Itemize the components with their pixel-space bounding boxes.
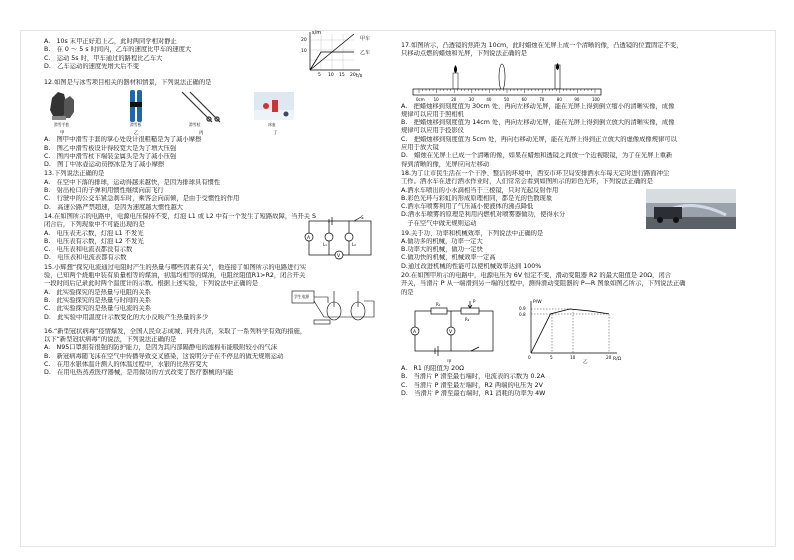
q12-option-b: B. 图乙中滑雪板设计得较宽大是为了增大压强 — [44, 144, 177, 152]
q15-stem-2: 验，已知两个烧瓶中装有质量相等的煤油，初温均相等的煤油，电阻丝阻值R1>R2，闭合开关 — [44, 272, 306, 280]
q20-xtick-5: 5 — [550, 354, 553, 360]
q20-option-d: D. 当滑片 P 滑至最右端时，R1 消耗的功率为 4W — [401, 389, 546, 397]
q17-option-d-2: 得到清晰的像，光屏应向左移动 — [401, 160, 490, 168]
q20-origin: 0 — [528, 354, 531, 360]
q16-stem-2: 以下“新型冠状病毒”的说法，下列说法正确的是 — [44, 335, 177, 343]
q14-stem-2: 闭合后，下列现象中不可能出现的是 — [44, 221, 145, 229]
q20-ytick-08: 0.8 — [519, 311, 526, 317]
q17-bench-svg — [407, 59, 607, 103]
q11-option-d: D. 乙车运动的速度先增大后不变 — [44, 62, 140, 70]
q20-pr-graph — [517, 297, 627, 365]
q15-option-b: B. 此实验探究的是热量与时间的关系 — [44, 296, 152, 304]
q17-option-d-1: D. 蜡烛在光屏上已成一个清晰的像，如果在蜡烛和透镜之间放一个近视眼镜，为了在光屏上重新 — [401, 152, 673, 160]
q18-option-a: A.洒水车喷出的小水滴相当于三棱镜，只对光起反射作用 — [401, 186, 559, 194]
q20-stem-3: 的是 — [401, 288, 414, 296]
q20-xtick-10: 10 — [570, 354, 576, 360]
svg-text:L₁: L₁ — [323, 242, 327, 248]
q20-option-c: C. 当滑片 P 滑至最左端时，R2 两端的电压为 2V — [401, 381, 543, 389]
q11-xlabel: t/s — [356, 73, 363, 79]
ski-image — [130, 90, 142, 122]
q19-stem: 19.关于功、功率和机械效率，下列说法中正确的是 — [401, 229, 544, 237]
q11-options — [44, 38, 284, 71]
q20-ylabel: P/W — [533, 299, 542, 305]
q19-option-d: D.通过改进机械的性能可以使机械效率达到 100% — [401, 262, 542, 270]
q12-letter-jia: 甲 — [60, 131, 65, 137]
q20-option-a: A. R1 的阻值为 20Ω — [401, 364, 464, 372]
q14-option-a: A. 电压表无示数，灯泡 L1 不发光 — [44, 229, 144, 237]
ruler-labels — [416, 97, 600, 102]
q17-option-a-1: A. 把蜡烛移到刻度值为 30cm 处，再向左移动光屏，能在光屏上得到倒立缩小的清晰实像，成像 — [401, 102, 675, 110]
q11-xtick-5: 5 — [318, 73, 321, 78]
q20-pr-curve — [531, 309, 609, 353]
q15-apparatus — [284, 287, 384, 327]
q17-stem-2: 只移动点燃的蜡烛和光屏，下列说法正确的是 — [401, 50, 527, 58]
q11-xtick-20: 20 — [350, 73, 356, 78]
right-column — [401, 42, 749, 398]
lens-icon — [499, 64, 505, 90]
svg-text:R₂: R₂ — [465, 316, 470, 322]
q11-ytick-20: 20 — [301, 38, 307, 43]
curling-image — [254, 92, 294, 120]
q14-options — [44, 221, 299, 262]
ski-pole-image — [182, 92, 220, 122]
q11-ylabel: s/m — [312, 30, 322, 36]
q11-xtick-10: 10 — [328, 73, 334, 78]
q17-optical-bench — [407, 59, 749, 103]
q20-xtick-20: 20 — [606, 354, 612, 360]
candle-icon — [453, 65, 458, 89]
q12-option-d: D. 图丁中冰壶运动员擦冰是为了减小摩擦 — [44, 161, 165, 169]
ruler-label: 0cm — [416, 96, 425, 102]
ruler-label: 100 — [592, 96, 600, 102]
svg-text:V: V — [337, 254, 341, 260]
q18-option-c: C.洒水车喷雾利用了气压减小使液体的沸点降低 — [401, 203, 534, 211]
q20-fig-label-jia: 甲 — [447, 359, 452, 365]
svg-text:R₁: R₁ — [436, 301, 441, 307]
svg-text:V: V — [449, 329, 453, 335]
q16-option-d: D. 在用电热蒸煮医疗器械，是用做功的方式改变了医疗器械的内能 — [44, 369, 234, 377]
q14-option-d: D. 电压表和电流表都有示数 — [44, 254, 127, 262]
svg-text:A: A — [413, 329, 417, 335]
q17-stem-1: 17.如图所示，凸透镜的焦距为 10cm，此时蜡烛在光屏上成一个清晰的像，凸透镜的位置固定不变， — [401, 42, 683, 49]
ruler-label: 60 — [521, 96, 527, 102]
q11-graph — [294, 28, 384, 78]
q15-power-label: 学生电源 — [294, 293, 310, 299]
q15-option-a: A. 此实验探究的是热量与电阻的关系 — [44, 288, 151, 296]
q11-legend-jia: 甲车 — [360, 36, 371, 42]
q14-stem-1: 14.在如图所示的电路中，电源电压保持不变，灯泡 L1 或 L2 中有一个发生了短路故障，当开关 S — [44, 212, 317, 220]
ruler-label: 30 — [468, 96, 474, 102]
q19-option-a: A.做功多的机械，功率一定大 — [401, 237, 483, 245]
q15-stem-3: 一段时间后记录此时两个温度计的示数。根据上述实验，下列说法中正确的是 — [44, 280, 259, 288]
ruler-label: 10 — [433, 96, 439, 102]
q15-options — [44, 289, 284, 322]
q15-stem-1: 15.小辉想“探究电流通过电阻时产生的热量与哪些因素有关”，他连接了如图所示的电路进行实 — [44, 263, 307, 271]
q13-option-b: B. 射出枪口的子弹利用惯性继续向前飞行 — [44, 187, 164, 195]
q12-figures — [44, 88, 392, 136]
left-column — [44, 30, 392, 377]
q20-xlabel: R/Ω — [613, 356, 622, 362]
q16-option-c: C. 在用水银体温计测人的体温过程中，水银的比热容变大 — [44, 360, 208, 368]
ruler-label: 50 — [504, 96, 510, 102]
q20-circuit — [401, 297, 511, 365]
q12-figures-svg — [44, 88, 304, 136]
q20-fig-label-yi: 乙 — [583, 359, 588, 365]
svg-text:S: S — [361, 215, 364, 221]
q18-stem-1: 18.为了让市民生活在一个干净、整洁的环境中，西安市环卫局安排洒水车每天定时进行路面冲尘 — [401, 169, 670, 177]
ruler-label: 90 — [574, 96, 580, 102]
ruler-label: 80 — [556, 96, 562, 102]
q12-letter-bing: 丙 — [199, 131, 204, 137]
q12-caption-pole: 滑雪杖 — [189, 122, 201, 128]
q18-option-d-cont: 子在空气中做无规则运动 — [401, 219, 477, 227]
q20-stem-1: 20.在如图甲所示的电路中，电源电压为 6V 恒定不变，滑动变阻器 R2 的最大阻值是 20Ω，闭合 — [401, 272, 671, 280]
q13-option-a: A. 在空中下落的排球，运动得越来越快，是因为排球具有惯性 — [44, 178, 221, 186]
q18-options — [401, 187, 646, 228]
q20-circuit-svg — [401, 297, 511, 365]
q20-pr-graph-svg — [517, 297, 627, 365]
q15-option-d: D. 此实验中用温度计示数变化的大小反映产生热量的多少 — [44, 313, 209, 321]
q11-xtick-15: 15 — [339, 73, 345, 78]
svg-text:P: P — [473, 298, 476, 304]
q20-stem-2: 开关，当滑片 P 从一端滑到另一端的过程中，测得滑动变阻器的 P—R 图象如图乙所示，下列说法正确 — [401, 280, 686, 288]
ruler-label: 40 — [486, 96, 492, 102]
q11-ytick-10: 10 — [301, 49, 307, 54]
q18-option-b: B.彩色光环与彩虹的形成原理相同，都是光的色散现象 — [401, 194, 553, 202]
q20-ytick-09: 0.9 — [519, 305, 526, 311]
q17-option-c-2: 应用于放大镜 — [401, 144, 439, 152]
q17-option-c-1: C. 把蜡烛移到刻度值为 5cm 处，再向右移动光屏，能在光屏上得到正立放大的虚像成像规律可以 — [401, 135, 677, 143]
screen-icon — [555, 63, 560, 89]
q20-option-b: B. 当滑片 P 滑至最右端时，电流表的示数为 0.2A — [401, 373, 545, 381]
q13-stem: 13.下列说法正确的是 — [44, 170, 105, 178]
q11-graph-svg — [294, 28, 384, 80]
q20-figures — [401, 297, 749, 365]
q19-option-c: C.做功快的机械，机械效率一定高 — [401, 254, 496, 262]
q15-block — [44, 289, 392, 327]
q11-block — [44, 30, 392, 79]
q14-circuit-svg — [299, 215, 379, 261]
q11-option-c: C. 运动 5s 时，甲车通过的路程比乙车大 — [44, 54, 163, 62]
q11-option-b: B. 在 0 ～ 5 s 时间内，乙车的速度比甲车的速度大 — [44, 46, 192, 54]
sprinkler-photo-svg — [646, 189, 736, 229]
sprinkler-truck-photo — [646, 189, 736, 229]
q13-option-d: D. 高速公路严禁超速，是因为速度越大惯性越大 — [44, 203, 184, 211]
q19-option-b: B.功率大的机械，做功一定快 — [401, 246, 483, 254]
q12-stem: 12.如图是与冰雪项目相关的器材和情景，下列说法正确的是 — [44, 79, 212, 86]
q12-option-c: C. 图丙中滑雪杖下端装金属头是为了减小压强 — [44, 152, 177, 160]
q17-option-b-1: B. 把蜡烛移到刻度值为 14cm 处，再向左移动光屏，能在光屏上得到倒立放大的清晰实像，成像 — [401, 119, 675, 127]
svg-text:A: A — [307, 236, 311, 242]
q18-option-d: D.洒水车喷雾的原理是利用内燃机对喷雾器做功，使得水分 — [401, 211, 566, 219]
q14-circuit — [299, 215, 379, 259]
q18-stem-2: 工作。洒水车在进行洒水作业时，人们常常会看到如图所示的彩色光环，下列说法正确的是 — [401, 178, 653, 186]
q13-option-c: C. 行驶中的公交车紧急刹车时，乘客会向前倾，是由于受惯性的作用 — [44, 195, 240, 203]
q12-caption-curling: 冰壶 — [268, 122, 276, 128]
q12-letter-yi: 乙 — [134, 131, 139, 137]
q12-letter-ding: 丁 — [273, 131, 278, 137]
q15-apparatus-svg — [284, 287, 384, 327]
q18-block — [401, 187, 749, 229]
q14-option-b: B. 电压表有示数，灯泡 L2 不发光 — [44, 237, 144, 245]
q14-option-c: C. 电压表和电流表都没有示数 — [44, 246, 133, 254]
ruler-label: 20 — [451, 96, 457, 102]
glove-image — [50, 92, 74, 120]
q12-caption-glove: 滑雪手套 — [54, 122, 70, 128]
q16-stem-1: 16.“新型冠状病毒”疫情爆发，全国人民众志成城、同舟共济，采取了一系列科学有效的措施， — [44, 327, 307, 335]
q11-option-a: A. 10s 末甲正好追上乙，此时两同学相对静止 — [44, 38, 177, 45]
q16-option-a: A. N95口罩拥有很强的防护能力，是因为其内部隔静电的滤棉布能吸附较小的气沫 — [44, 344, 278, 352]
q12-caption-ski: 滑雪板 — [130, 122, 142, 128]
q11-legend-yi: 乙车 — [360, 50, 371, 56]
q17-option-b-2: 规律可以应用于投影仪 — [401, 127, 464, 135]
q12-option-a: A. 图甲中滑雪手套的掌心处设计很粗糙是为了减小摩擦 — [44, 136, 202, 144]
ruler-label: 70 — [539, 96, 545, 102]
q16-option-b: B. 新冠病毒随飞沫在空气中传播导致交叉感染，这说明分子在不停息的做无规则运动 — [44, 352, 284, 360]
q15-option-c: C. 此实验探究的是热量与电流的关系 — [44, 305, 152, 313]
svg-text:L₂: L₂ — [352, 242, 356, 248]
q17-option-a-2: 规律可以应用于照相机 — [401, 110, 464, 118]
